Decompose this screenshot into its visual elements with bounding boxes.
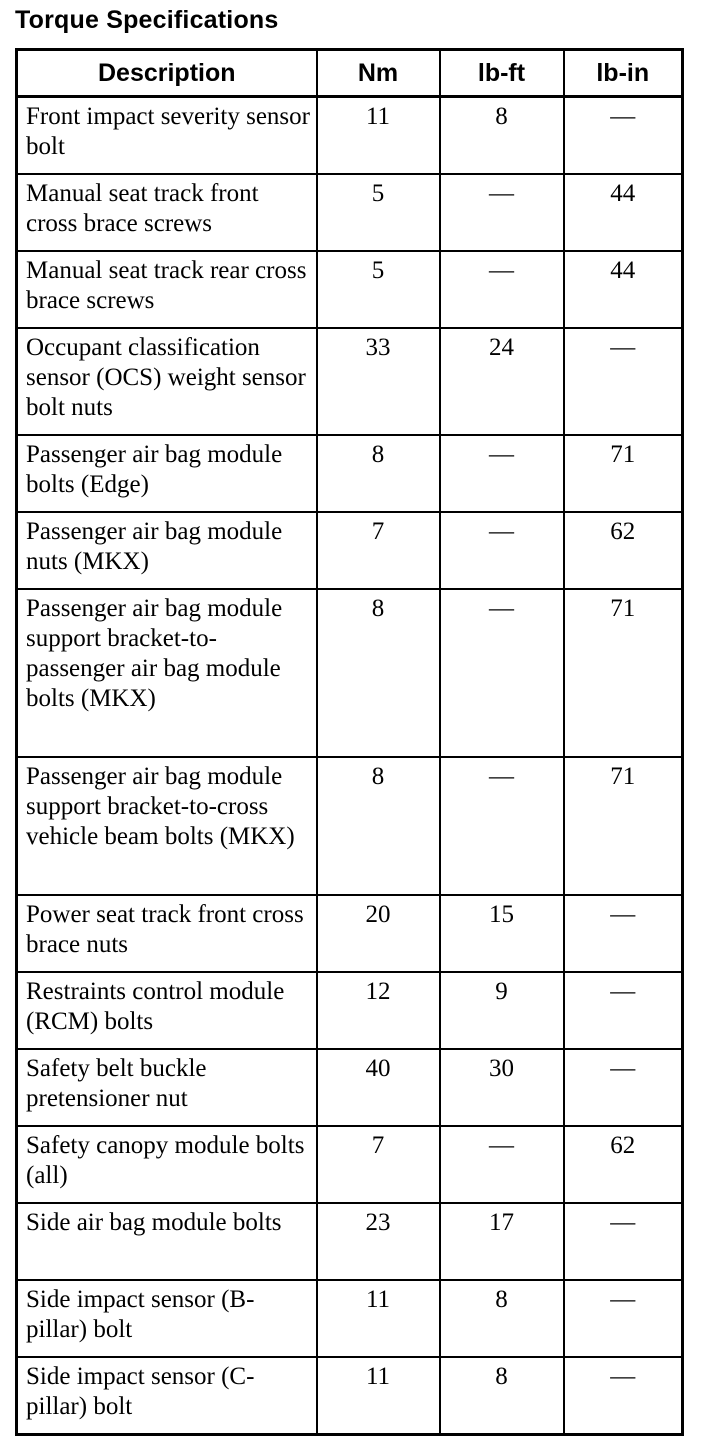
row-lbft: 30 — [440, 1049, 564, 1126]
row-description: Passenger air bag module bolts (Edge) — [17, 435, 317, 512]
row-nm: 7 — [317, 512, 440, 589]
row-lbin: — — [564, 97, 683, 175]
row-description: Side impact sensor (C-pillar) bolt — [17, 1357, 317, 1435]
row-nm: 7 — [317, 1126, 440, 1203]
row-nm: 33 — [317, 328, 440, 435]
table-row — [17, 435, 683, 512]
row-lbft: 17 — [440, 1203, 564, 1280]
row-lbin: 71 — [564, 757, 683, 895]
table-row — [17, 895, 683, 972]
row-description: Front impact severity sensor bolt — [17, 97, 317, 175]
row-lbft: — — [440, 174, 564, 251]
row-nm: 11 — [317, 97, 440, 175]
column-header-description: Description — [17, 50, 317, 97]
row-description: Power seat track front cross brace nuts — [17, 895, 317, 972]
table-row — [17, 589, 683, 757]
row-lbft: 9 — [440, 972, 564, 1049]
row-nm: 12 — [317, 972, 440, 1049]
table-row — [17, 328, 683, 435]
table-row — [17, 1280, 683, 1357]
row-lbft: — — [440, 1126, 564, 1203]
row-lbin: — — [564, 1357, 683, 1435]
row-description: Restraints control module (RCM) bolts — [17, 972, 317, 1049]
table-row — [17, 757, 683, 895]
row-nm: 5 — [317, 251, 440, 328]
row-lbft: 24 — [440, 328, 564, 435]
torque-spec-table — [15, 48, 684, 1436]
row-description: Side impact sensor (B-pillar) bolt — [17, 1280, 317, 1357]
table-row — [17, 512, 683, 589]
row-nm: 5 — [317, 174, 440, 251]
row-description: Passenger air bag module nuts (MKX) — [17, 512, 317, 589]
row-lbin: — — [564, 895, 683, 972]
column-header-lbft: lb-ft — [440, 50, 564, 97]
row-description: Side air bag module bolts — [17, 1203, 317, 1280]
table-row — [17, 251, 683, 328]
row-lbin: — — [564, 972, 683, 1049]
row-nm: 11 — [317, 1357, 440, 1435]
row-lbin: 71 — [564, 589, 683, 757]
row-lbin: 44 — [564, 251, 683, 328]
row-lbin: — — [564, 1203, 683, 1280]
row-nm: 8 — [317, 757, 440, 895]
header-row — [17, 50, 683, 97]
row-description: Manual seat track rear cross brace screws — [17, 251, 317, 328]
table-row — [17, 1357, 683, 1435]
row-lbin: 71 — [564, 435, 683, 512]
row-lbin: — — [564, 1049, 683, 1126]
row-nm: 20 — [317, 895, 440, 972]
row-lbin: 62 — [564, 1126, 683, 1203]
table-row — [17, 1203, 683, 1280]
row-nm: 8 — [317, 589, 440, 757]
row-lbin: 62 — [564, 512, 683, 589]
table-row — [17, 1049, 683, 1126]
row-nm: 23 — [317, 1203, 440, 1280]
row-lbft: 8 — [440, 1280, 564, 1357]
column-header-nm: Nm — [317, 50, 440, 97]
row-lbin: 44 — [564, 174, 683, 251]
row-description: Passenger air bag module support bracket-to-passenger air bag module bolts (MKX) — [17, 589, 317, 757]
row-lbin: — — [564, 1280, 683, 1357]
row-lbft: — — [440, 435, 564, 512]
table-row — [17, 972, 683, 1049]
table-row — [17, 97, 683, 175]
row-nm: 11 — [317, 1280, 440, 1357]
row-lbft: 15 — [440, 895, 564, 972]
page-title: Torque Specifications — [15, 6, 279, 34]
row-lbft: — — [440, 512, 564, 589]
row-description: Occupant classification sensor (OCS) weight sensor bolt nuts — [17, 328, 317, 435]
row-nm: 8 — [317, 435, 440, 512]
row-description: Manual seat track front cross brace screws — [17, 174, 317, 251]
row-description: Passenger air bag module support bracket-to-cross vehicle beam bolts (MKX) — [17, 757, 317, 895]
column-header-lbin: lb-in — [564, 50, 683, 97]
row-nm: 40 — [317, 1049, 440, 1126]
table-row — [17, 174, 683, 251]
row-description: Safety belt buckle pretensioner nut — [17, 1049, 317, 1126]
row-lbft: — — [440, 251, 564, 328]
row-lbft: 8 — [440, 97, 564, 175]
row-lbft: 8 — [440, 1357, 564, 1435]
row-description: Safety canopy module bolts (all) — [17, 1126, 317, 1203]
row-lbft: — — [440, 589, 564, 757]
row-lbft: — — [440, 757, 564, 895]
table-row — [17, 1126, 683, 1203]
row-lbin: — — [564, 328, 683, 435]
